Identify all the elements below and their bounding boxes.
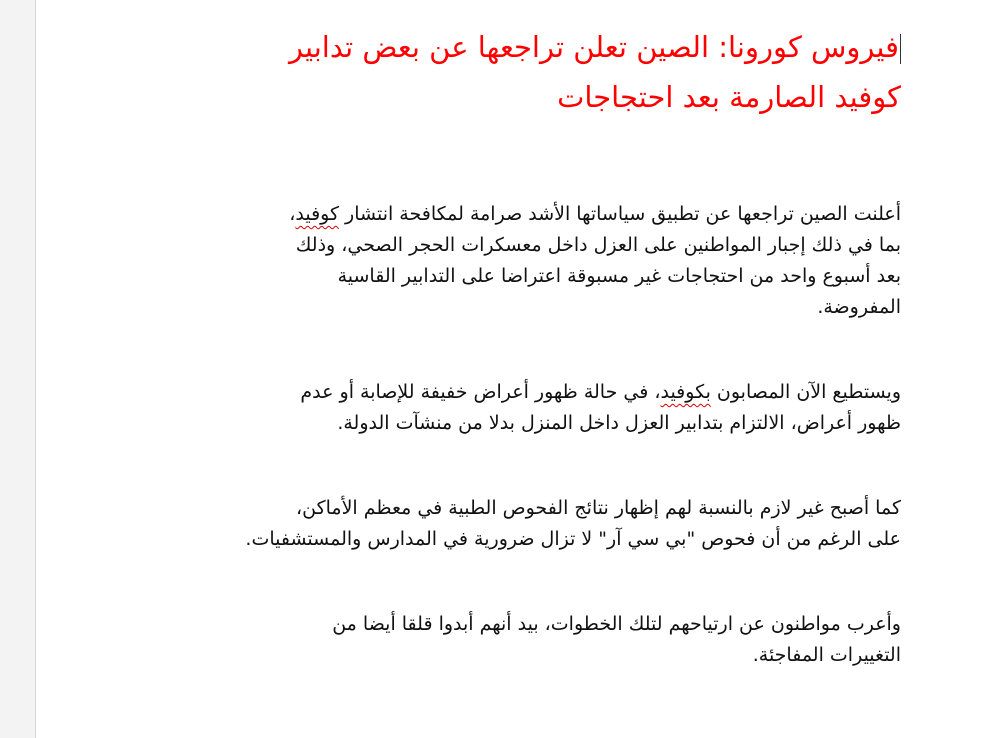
document-page[interactable] — [35, 0, 991, 738]
paragraph-line: المفروضة. — [817, 296, 901, 318]
misspelled-word[interactable]: كوفيد — [295, 203, 340, 225]
paragraph-line: ويستطيع الآن المصابون بكوفيد، في حالة ظهور أعراض خفيفة للإصابة أو عدم — [300, 381, 901, 403]
paragraph-4[interactable] — [211, 609, 901, 671]
title-line-2: كوفيد الصارمة بعد احتجاجات — [557, 80, 901, 114]
paragraph-line: أعلنت الصين تراجعها عن تطبيق سياساتها الأشد صرامة لمكافحة انتشار كوفيد، — [289, 203, 901, 225]
title-line-1: فيروس كورونا: الصين تعلن تراجعها عن بعض تدابير — [288, 30, 899, 64]
paragraph-3[interactable] — [211, 493, 901, 555]
paragraph-1[interactable] — [211, 199, 901, 323]
paragraph-line: كما أصبح غير لازم بالنسبة لهم إظهار نتائج الفحوص الطبية في معظم الأماكن، — [295, 497, 901, 519]
paragraph-line: التغييرات المفاجئة. — [752, 644, 901, 666]
paragraph-line: بما في ذلك إجبار المواطنين على العزل داخل معسكرات الحجر الصحي، وذلك — [295, 234, 901, 256]
text-cursor — [900, 34, 901, 64]
paragraph-line: على الرغم من أن فحوص "بي سي آر" لا تزال ضرورية في المدارس والمستشفيات. — [245, 528, 901, 550]
paragraph-line: وأعرب مواطنون عن ارتياحهم لتلك الخطوات، بيد أنهم أبدوا قلقا أيضا من — [332, 613, 901, 635]
paragraph-2[interactable] — [211, 377, 901, 439]
article-title[interactable] — [211, 22, 901, 122]
misspelled-word[interactable]: بكوفيد — [660, 381, 711, 403]
paragraph-line: ظهور أعراض، الالتزام بتدابير العزل داخل المنزل بدلا من منشآت الدولة. — [337, 412, 901, 434]
paragraph-line: بعد أسبوع واحد من احتجاجات غير مسبوقة اعتراضا على التدابير القاسية — [337, 265, 901, 287]
document-body[interactable] — [211, 22, 901, 671]
